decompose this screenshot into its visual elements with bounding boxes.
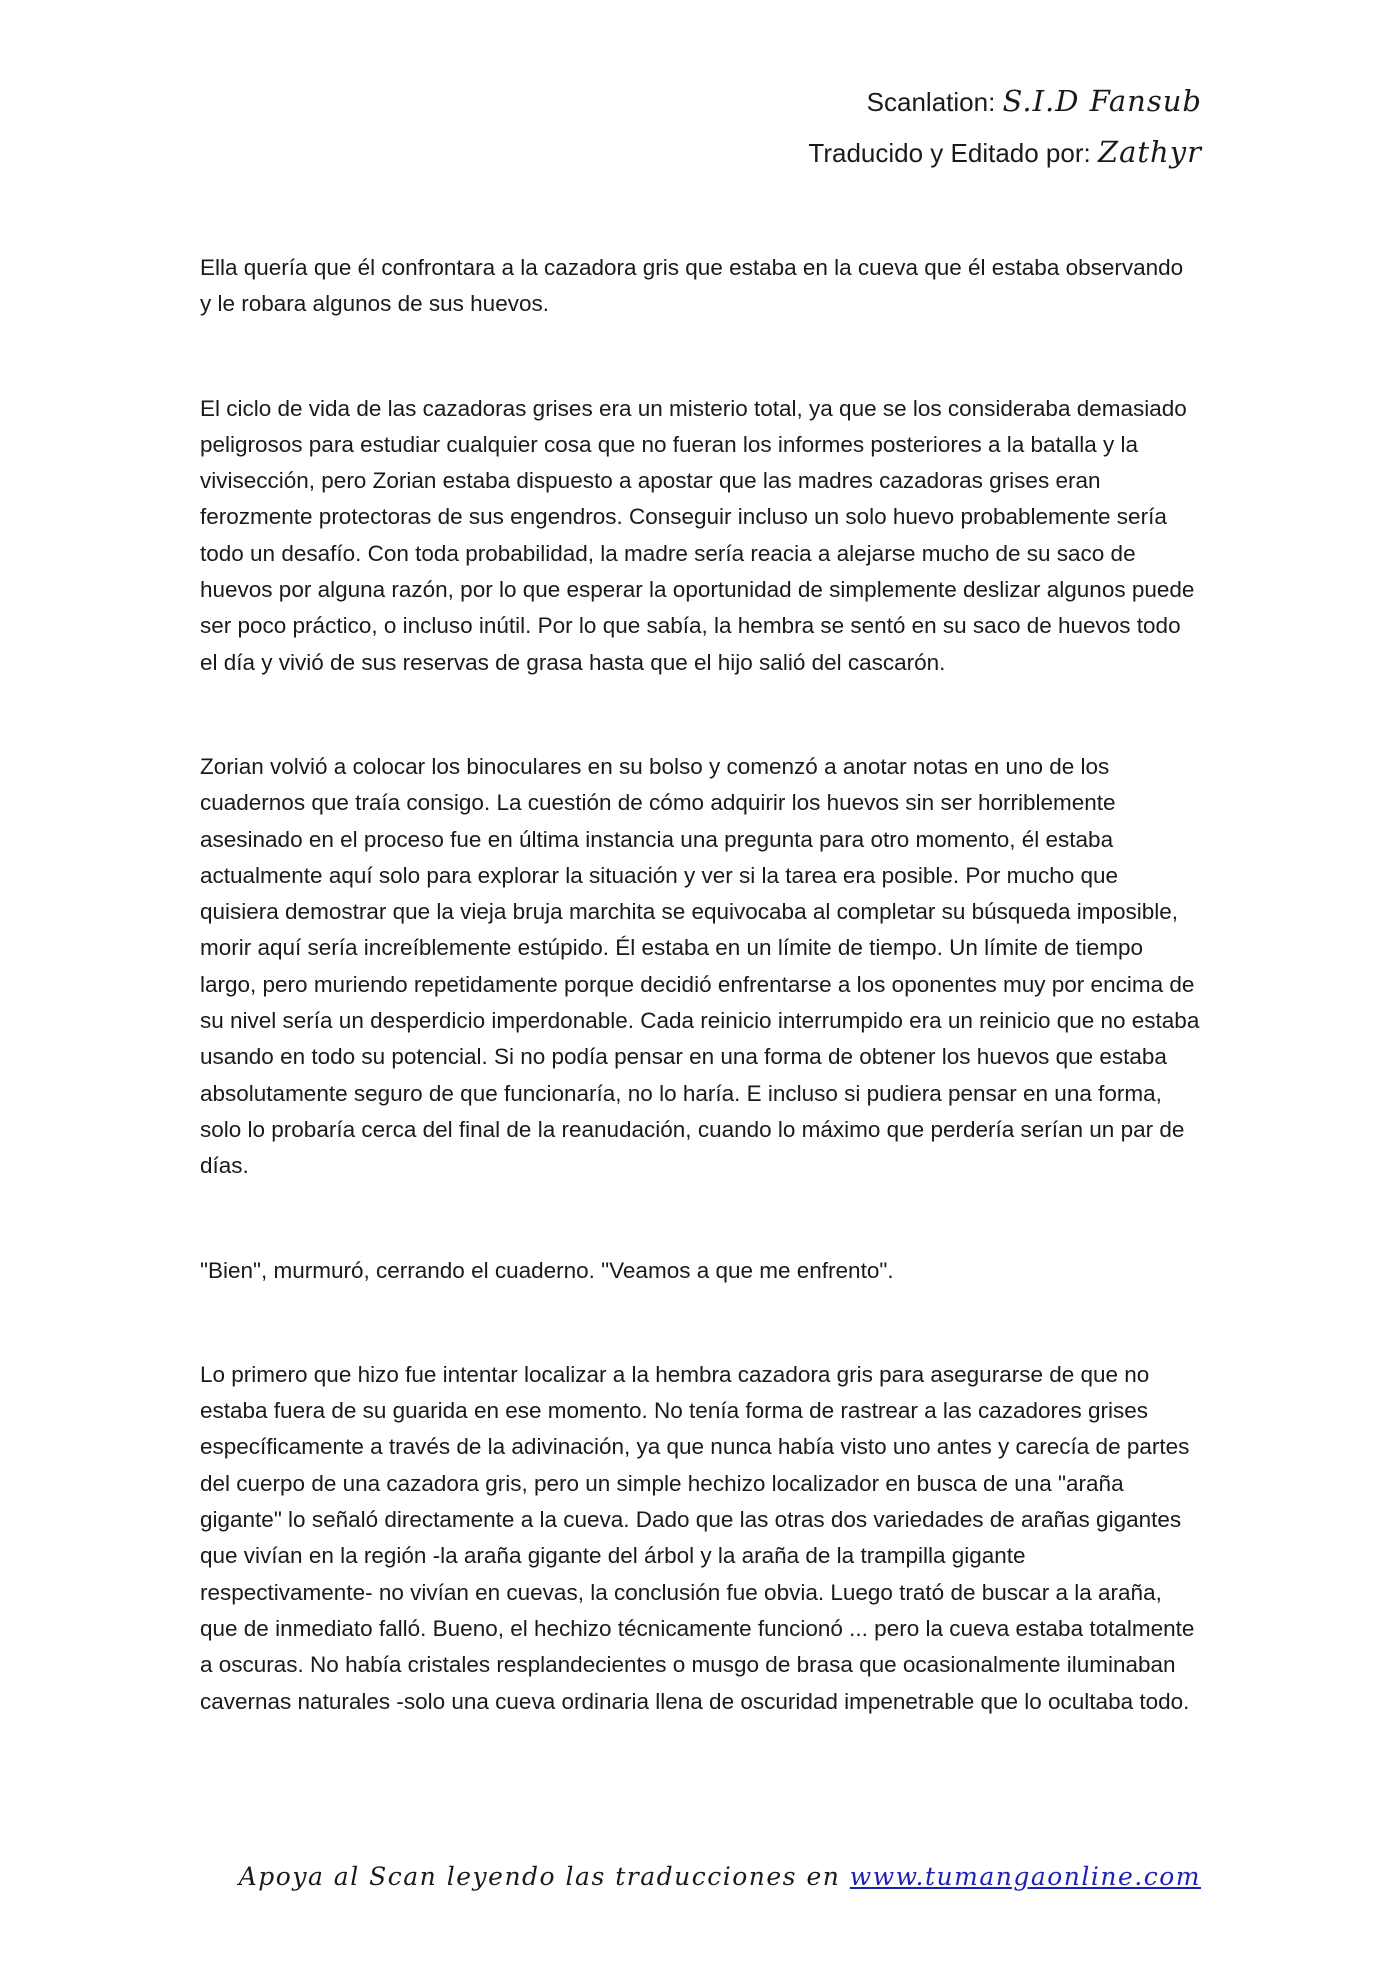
scanlation-label: Scanlation: bbox=[866, 87, 996, 117]
paragraph-3: Zorian volvió a colocar los binoculares en su bolso y comenzó a anotar notas en uno de los cuadernos que traía consigo. La cuestión de cómo adquirir los huevos sin ser horriblemente asesinado en el proceso fue en última instancia una pregunta para otro momento, él estaba actualmente aquí solo para explorar la situación y ver si la tarea era posible. Por mucho que quisiera demostrar que la vieja bruja marchita se equivocaba al completar su búsqueda imposible, morir aquí sería increíblemente estúpido. Él estaba en un límite de tiempo. Un límite de tiempo largo, pero muriendo repetidamente porque decidió enfrentarse a los oponentes muy por encima de su nivel sería un desperdicio imperdonable. Cada reinicio interrumpido era un reinicio que no estaba usando en todo su potencial. Si no podía pensar en una forma de obtener los huevos que estaba absolutamente seguro de que funcionaría, no lo haría. E incluso si pudiera pensar en una forma, solo lo probaría cerca del final de la reanudación, cuando lo máximo que perdería serían un par de días. bbox=[200, 753, 1200, 1179]
paragraph-5: Lo primero que hizo fue intentar localizar a la hembra cazadora gris para asegurarse de que no estaba fuera de su guarida en ese momento. No tenía forma de rastrear a las cazadores grises específicamente a través de la adivinación, ya que nunca había visto uno antes y carecía de partes del cuerpo de una cazadora gris, pero un simple hechizo localizador en busca de una "araña gigante" lo señaló directamente a la cueva. Dado que las otras dos variedades de arañas gigantes que vivían en la región -la araña gigante del árbol y la araña de la trampilla gigante respectivamente- no vivían en cuevas, la conclusión fue obvia. Luego trató de buscar a la araña, que de inmediato falló. Bueno, el hechizo técnicamente funcionó ... pero la cueva estaba totalmente a oscuras. No había cristales resplandecientes o musgo de brasa que ocasionalmente iluminaban cavernas naturales -solo una cueva ordinaria llena de oscuridad impenetrable que lo ocultaba todo. bbox=[200, 1361, 1195, 1714]
paragraph-2: El ciclo de vida de las cazadoras grises era un misterio total, ya que se los consideraba demasiado peligrosos para estudiar cualquier cosa que no fueran los informes posteriores a la batalla y la vivisección, pero Zorian estaba dispuesto a apostar que las madres cazadoras grises eran ferozmente protectoras de sus engendros. Conseguir incluso un solo huevo probablemente sería todo un desafío. Con toda probabilidad, la madre sería reacia a alejarse mucho de su saco de huevos por alguna razón, por lo que esperar la oportunidad de simplemente deslizar algunos puede ser poco práctico, o incluso inútil. Por lo que sabía, la hembra se sentó en su saco de huevos todo el día y vivió de sus reservas de grasa hasta que el hijo salió del cascarón. bbox=[200, 395, 1195, 675]
translator-name: Zathyr bbox=[1097, 135, 1202, 169]
story-text bbox=[200, 250, 1200, 1788]
translator-label: Traducido y Editado por: bbox=[808, 138, 1091, 168]
paragraph-4: "Bien", murmuró, cerrando el cuaderno. "Veamos a que me enfrento". bbox=[200, 1257, 894, 1283]
scanlation-group-name: S.I.D Fansub bbox=[1002, 84, 1202, 118]
footer-promo bbox=[239, 1862, 1201, 1891]
paragraph-1: Ella quería que él confrontara a la cazadora gris que estaba en la cueva que él estaba observando y le robara algunos de sus huevos. bbox=[200, 255, 1184, 317]
footer-text: Apoya al Scan leyendo las traducciones en bbox=[238, 1862, 841, 1891]
credits-block bbox=[808, 84, 1202, 190]
footer-link[interactable]: www.tumangaonline.com bbox=[849, 1862, 1201, 1891]
scanlation-credit bbox=[808, 84, 1202, 118]
translator-credit bbox=[808, 135, 1202, 169]
